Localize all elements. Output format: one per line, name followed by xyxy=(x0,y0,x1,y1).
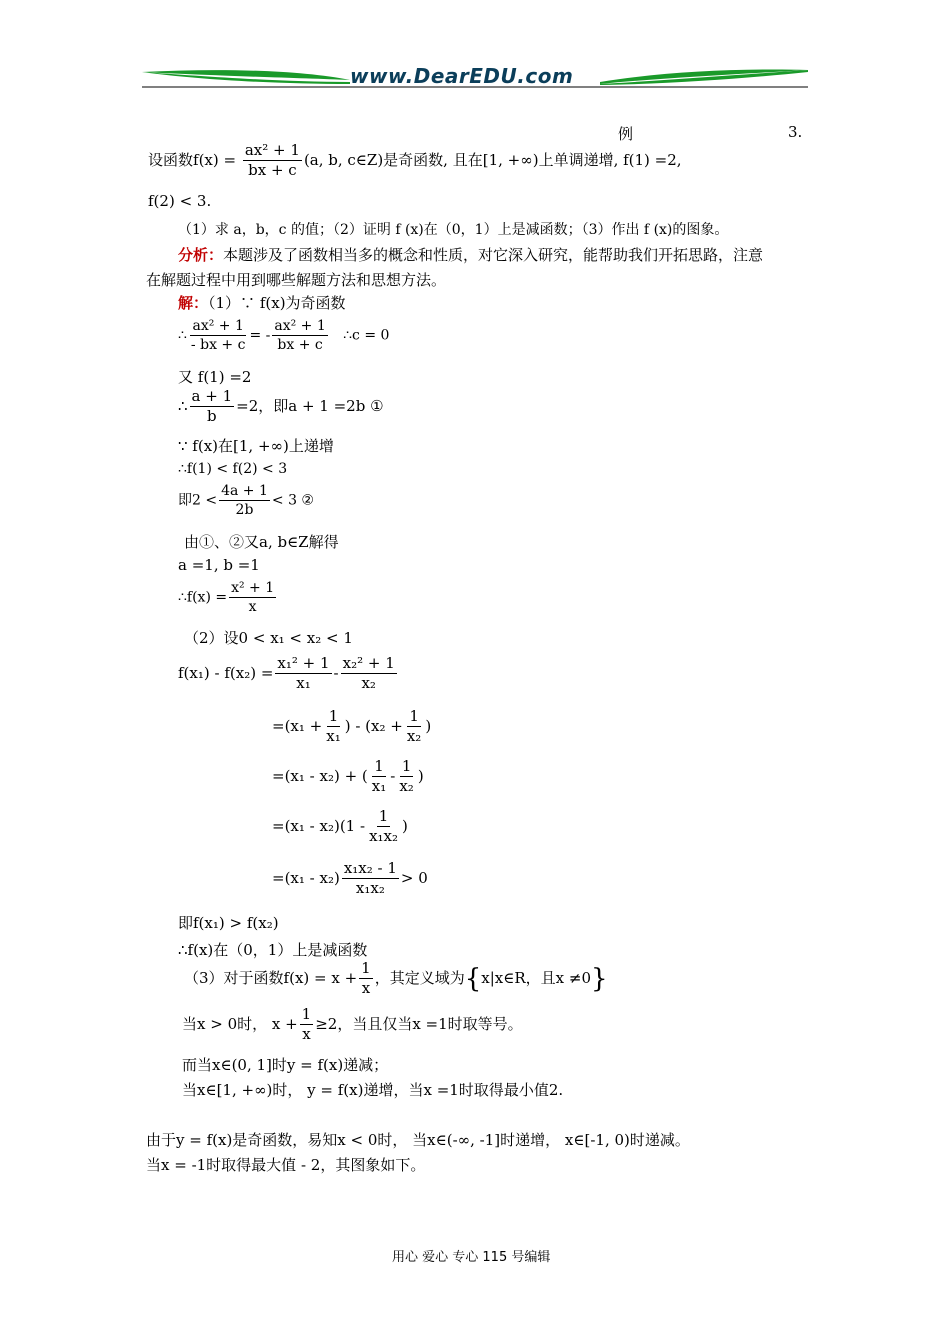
problem-questions: （1）求 a，b，c 的值；（2）证明 f (x)在（0，1）上是减函数；（3）作出 f (x)的图象。 xyxy=(178,222,729,238)
solution-line-7: 即2 < $\frac{4a + 1}{2b}$ < 3 ② xyxy=(178,483,314,519)
part2-eq-1: f(x₁) - f(x₂) = $\frac{\text{x₁² + 1}}{\text{x₁}}$ - $\frac{\text{x₂² + 1}}{\text{x₂}}$ xyxy=(178,654,395,693)
analysis-text-1: 本题涉及了函数相当多的概念和性质，对它深入研究，能帮助我们开拓思路，注意 xyxy=(223,246,764,264)
part3-line-1: （3）对于函数f(x) = x + $\frac{1}{x}$ ，其定义域为{x|x∈R，且x ≠0} xyxy=(184,959,608,998)
problem-line-1 xyxy=(148,142,682,180)
analysis-label: 分析： xyxy=(178,246,224,264)
domain-set: x|x∈R，且x ≠0 xyxy=(481,968,591,987)
analysis-line-2: 在解题过程中用到哪些解题方法和思想方法。 xyxy=(146,271,447,289)
example-number: 3. xyxy=(788,123,803,141)
problem-fx: f(x) = xyxy=(193,150,237,169)
problem-intro: 设函数 xyxy=(148,150,194,169)
problem-line-2: f(2) < 3. xyxy=(148,192,212,210)
part3-line-5: 由于y = f(x)是奇函数，易知x < 0时， 当x∈(-∞, -1]时递增， x∈[-1, 0)时递减。 xyxy=(146,1131,690,1149)
solution-line-1: 解：（1）∵ f(x)为奇函数 xyxy=(178,294,346,312)
solution-line-10: ∴f(x) = $\frac{\text{x² + 1}}{x}$ xyxy=(178,580,275,616)
solution-line-5: ∵ f(x)在[1, +∞)上递增 xyxy=(178,437,334,455)
part2-eq-5: =(x₁ - x₂) $\frac{\text{x₁x₂ - 1}}{\text{x₁x₂}}$ > 0 xyxy=(272,859,428,898)
part3-line-6: 当x = -1时取得最大值 - 2，其图象如下。 xyxy=(146,1156,426,1174)
solution-label: 解： xyxy=(178,294,209,312)
problem-condition: (a, b, c∈Z)是奇函数, 且在[1, +∞)上单调递增, f(1) =2, xyxy=(303,150,682,169)
header-banner xyxy=(140,58,810,98)
solution-line-3: 又 f(1) =2 xyxy=(178,368,252,386)
part3-line-2: 当x > 0时， x + $\frac{1}{x}$ ≥2，当且仅当x =1时取等号。 xyxy=(182,1005,523,1044)
problem-fraction: $\frac{\text{ax² + 1}}{bx + c}$ xyxy=(244,141,300,180)
part3-line-4: 当x∈[1, +∞)时， y = f(x)递增，当x =1时取得最小值2. xyxy=(182,1081,564,1099)
part3-line-3: 而当x∈(0, 1]时y = f(x)递减； xyxy=(182,1056,389,1074)
solution-line-9: a =1, b =1 xyxy=(178,556,260,574)
solution-line-8: 由①、②又a, b∈Z解得 xyxy=(184,533,339,551)
example-label: 例 xyxy=(618,125,634,143)
part2-eq-3: =(x₁ - x₂) + ( $\frac{1}{\text{x₁}}$ - $\frac{1}{\text{x₂}}$ ) xyxy=(272,757,424,796)
solution-line-2: ∴ $\frac{\text{ax² + 1}}{- bx + c}$ = - $\frac{\text{ax² + 1}}{bx + c}$ ∴c = 0 xyxy=(178,318,390,354)
part2-eq-2: =(x₁ + $\frac{1}{\text{x₁}}$ ) - (x₂ + $\frac{1}{\text{x₂}}$ ) xyxy=(272,707,432,746)
part2-setup: （2）设0 < x₁ < x₂ < 1 xyxy=(184,629,353,647)
solution-line-6: ∴f(1) < f(2) < 3 xyxy=(178,461,288,477)
part2-eq-4: =(x₁ - x₂)(1 - $\frac{1}{\text{x₁x₂}}$ ) xyxy=(272,807,408,846)
site-logo: www.DearEDU.com xyxy=(350,64,574,88)
analysis-line-1 xyxy=(178,244,763,265)
part2-conclusion-2: ∴f(x)在（0，1）上是减函数 xyxy=(178,941,368,959)
part2-conclusion-1: 即f(x₁) > f(x₂) xyxy=(178,914,279,932)
solution-line-4: ∴ $\frac{a + 1}{b}$ =2，即a + 1 =2b ① xyxy=(178,387,384,426)
page-footer: 用心 爱心 专心 115 号编辑 xyxy=(392,1250,551,1265)
